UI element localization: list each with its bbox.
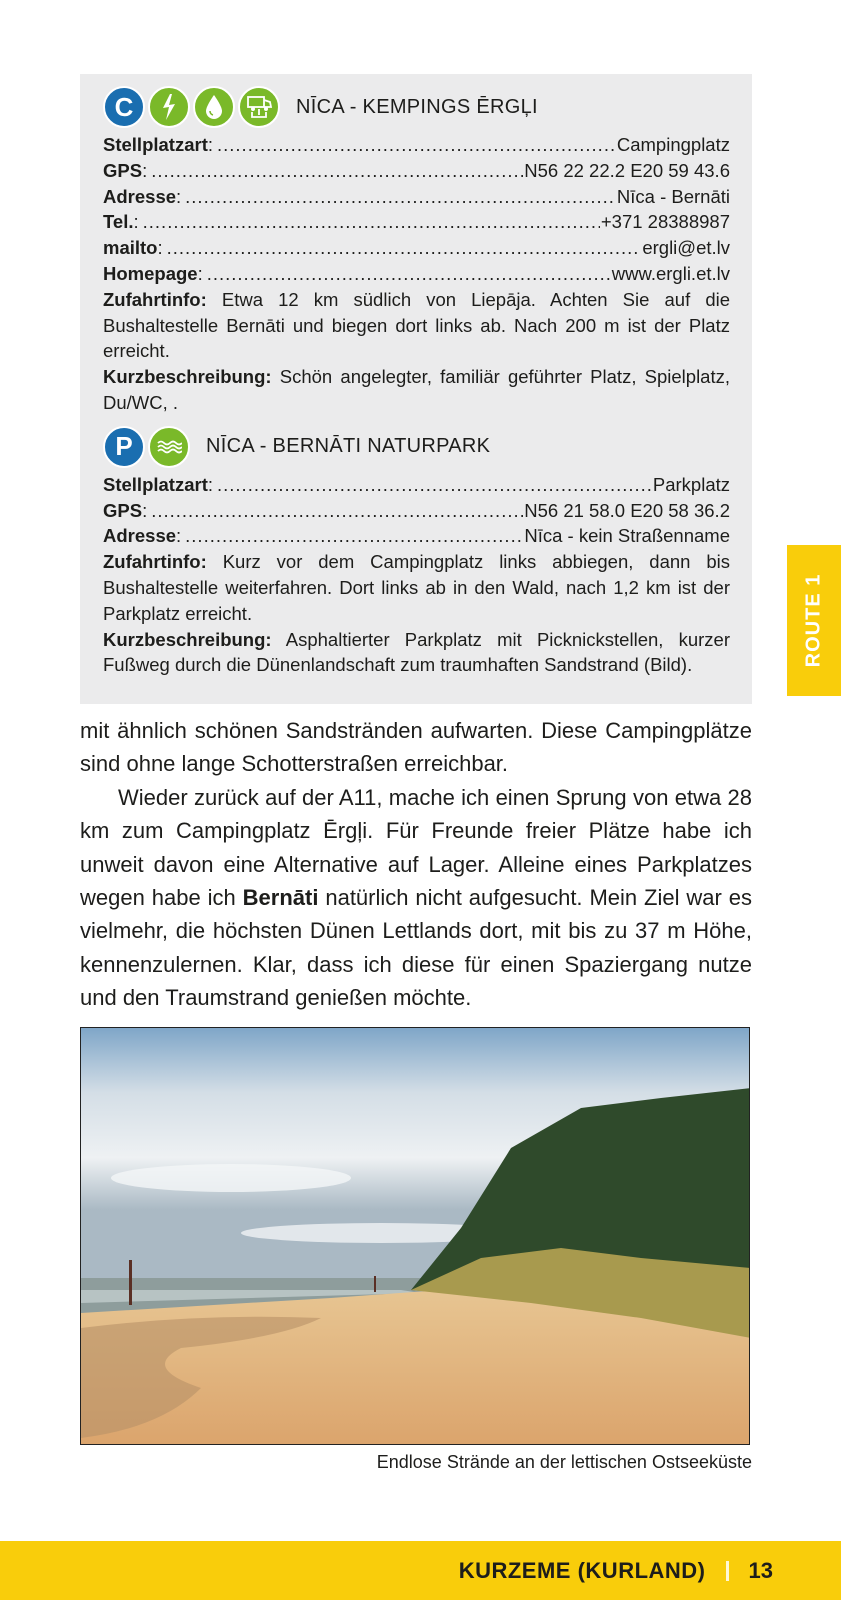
field-value: +371 28388987 bbox=[600, 211, 730, 233]
route-tab-label: ROUTE 1 bbox=[802, 573, 825, 668]
field-value: N56 21 58.0 E20 58 36.2 bbox=[524, 499, 730, 521]
homepage-link[interactable]: www.ergli.et.lv bbox=[611, 262, 730, 284]
kurzbeschreibung bbox=[103, 627, 730, 679]
entry-header bbox=[103, 424, 730, 470]
field-tel: Tel. : ..... +371 28388987 bbox=[103, 209, 730, 235]
footer-separator bbox=[726, 1561, 729, 1581]
footer-region-title: KURZEME (KURLAND) bbox=[458, 1557, 706, 1583]
field-label: Homepage bbox=[103, 262, 198, 284]
campsite-entry-bernati bbox=[103, 424, 730, 678]
zufahrtinfo-label: Zufahrtinfo: bbox=[103, 551, 207, 573]
field-adresse: Adresse : ..... Nīca - Bernāti bbox=[103, 184, 730, 210]
field-mailto: mailto : ..... ergli@et.lv bbox=[103, 235, 730, 261]
kurzbeschreibung-text: Schön angelegter, familiär geführter Platz, Spielplatz, Du/WC, . bbox=[103, 366, 730, 413]
entry-title: NĪCA - KEMPINGS ĒRGĻI bbox=[296, 95, 538, 118]
field-value: Campingplatz bbox=[616, 134, 730, 155]
field-stellplatzart: Stellplatzart : ..... Campingplatz bbox=[103, 132, 730, 158]
field-label: Tel. bbox=[103, 211, 134, 233]
water-icon bbox=[193, 86, 235, 128]
paragraph: mit ähnlich schönen Sandstränden aufwarten. Diese Campingplätze sind ohne lange Schotterstraßen erreichbar. bbox=[80, 718, 752, 777]
paragraph bbox=[80, 781, 752, 1015]
field-gps: GPS : ..... N56 22 22.2 E20 59 43.6 bbox=[103, 158, 730, 184]
paragraph-text: Wieder zurück auf der A11, mache ich einen Sprung von etwa 28 km zum Campingplatz Ērgļi. Für Freunde freier Plätze habe ich unweit davon eine Alternative auf Lager. Alleine eines Parkplatzes wegen habe ich bbox=[80, 784, 752, 911]
field-stellplatzart: Stellplatzart : ..... Parkplatz bbox=[103, 472, 730, 498]
kurzbeschreibung bbox=[103, 364, 730, 416]
beach-illustration bbox=[81, 1028, 750, 1445]
paragraph-text: natürlich nicht aufgesucht. Mein Ziel war es vielmehr, die höchsten Dünen Lettlands dort, mit bis zu 37 m Höhe, kennenzulernen. Klar, dass ich diese für einen Spaziergang nutze und den Traumstrand genießen möchte. bbox=[80, 885, 753, 1011]
entry-header bbox=[103, 84, 730, 130]
campsite-info-box bbox=[80, 74, 752, 704]
place-name-bold: Bernāti bbox=[242, 885, 319, 911]
beach-water-icon bbox=[148, 426, 190, 468]
field-homepage: Homepage : ..... www.ergli.et.lv bbox=[103, 261, 730, 287]
body-text bbox=[80, 714, 752, 1015]
field-gps: GPS : ..... N56 21 58.0 E20 58 36.2 bbox=[103, 498, 730, 524]
field-label: GPS bbox=[103, 499, 143, 521]
disposal-station-icon bbox=[238, 86, 280, 128]
zufahrtinfo-text: Kurz vor dem Campingplatz links abbiegen, dann bis Bushaltestelle weiterfahren. Dort links ab in den Wald, nach 1,2 km ist der Parkplatz erreicht. bbox=[103, 551, 731, 624]
zufahrtinfo-label: Zufahrtinfo: bbox=[103, 288, 207, 310]
field-value: Nīca - kein Straßenname bbox=[524, 525, 730, 547]
zufahrtinfo-text: Etwa 12 km südlich von Liepāja. Achten Sie auf die Bushaltestelle Bernāti und biegen dort links ab. Nach 200 m ist der Platz erreicht. bbox=[103, 288, 731, 362]
page-number: 13 bbox=[748, 1557, 773, 1583]
field-label: GPS bbox=[103, 159, 143, 181]
zufahrtinfo bbox=[103, 287, 730, 364]
kurzbeschreibung-label: Kurzbeschreibung: bbox=[103, 366, 272, 388]
entry-title: NĪCA - BERNĀTI NATURPARK bbox=[206, 435, 491, 458]
beach-photo bbox=[80, 1027, 750, 1445]
email-link[interactable]: ergli@et.lv bbox=[642, 237, 730, 259]
kurzbeschreibung-label: Kurzbeschreibung: bbox=[103, 628, 272, 650]
camping-icon: C bbox=[103, 86, 145, 128]
amenity-icons bbox=[103, 426, 190, 468]
field-value: Parkplatz bbox=[652, 473, 730, 495]
campsite-entry-ergli bbox=[103, 84, 730, 416]
field-label: Stellplatzart bbox=[103, 134, 208, 155]
field-value: Nīca - Bernāti bbox=[616, 185, 730, 207]
field-value: N56 22 22.2 E20 59 43.6 bbox=[524, 159, 730, 181]
kurzbeschreibung-text: Asphaltierter Parkplatz mit Picknickstellen, kurzer Fußweg durch die Dünenlandschaft zum traumhaften Sandstrand (Bild). bbox=[103, 628, 730, 676]
field-label: Adresse bbox=[103, 185, 177, 207]
parking-icon: P bbox=[103, 426, 145, 468]
amenity-icons bbox=[103, 86, 280, 128]
field-label: Stellplatzart bbox=[103, 473, 208, 495]
route-tab bbox=[787, 545, 841, 696]
page-footer bbox=[0, 1541, 841, 1600]
photo-caption: Endlose Strände an der lettischen Ostseeküste bbox=[376, 1452, 752, 1472]
zufahrtinfo bbox=[103, 549, 730, 626]
field-adresse: Adresse : ..... Nīca - kein Straßenname bbox=[103, 523, 730, 549]
field-label: mailto bbox=[103, 237, 158, 259]
electricity-icon bbox=[148, 86, 190, 128]
field-label: Adresse bbox=[103, 525, 177, 547]
